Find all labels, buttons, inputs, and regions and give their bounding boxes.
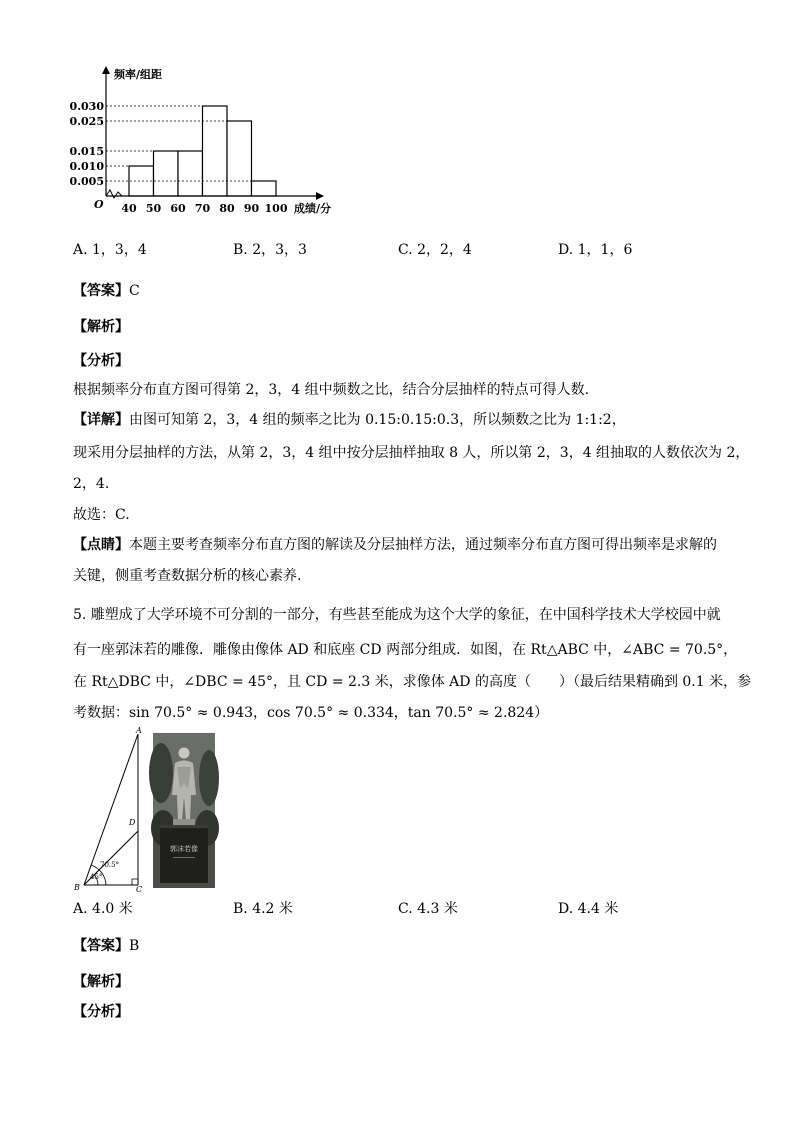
q5-fenxi-tag-text: 【分析】 [73, 1004, 129, 1020]
q4-fenxi-text: 根据频率分布直方图可得第 2，3，4 组中频数之比，结合分层抽样的特点可得人数. [73, 382, 590, 398]
plaque-text: 郭沫若像 [170, 845, 198, 853]
label-b: B [74, 883, 80, 892]
q5-answer-tag: 【答案】 [73, 938, 129, 954]
q4-fenxi-tag [73, 352, 129, 370]
q5-answer [73, 937, 139, 955]
q5-stem-4: 考数据：sin 70.5° ≈ 0.943，cos 70.5° ≈ 0.334，tan 70.5° ≈ 2.824） [73, 705, 549, 721]
q5-option-d: D. 4.4 米 [558, 901, 619, 917]
q4-option-d: D. 1，1，6 [558, 242, 633, 258]
answer-value: C [129, 283, 140, 299]
q4-xiangjie-2: 现采用分层抽样的方法，从第 2，3，4 组中按分层抽样抽取 8 人，所以第 2，3，4 组抽取的人数依次为 2， [73, 445, 750, 461]
triangle-figure [70, 724, 155, 894]
q5-stem-3: 在 Rt△DBC 中，∠DBC = 45°，且 CD = 2.3 米，求像体 AD 的高度（ ）（最后结果精确到 0.1 米，参 [73, 674, 752, 690]
x-tick-label: 100 [264, 202, 288, 215]
histogram-bar [203, 106, 228, 196]
q5-option-c: C. 4.3 米 [398, 901, 458, 917]
x-axis-arrow [316, 192, 324, 200]
histogram-bar [154, 151, 179, 196]
histogram-bar [252, 181, 277, 196]
q5-option-a: A. 4.0 米 [73, 901, 133, 917]
q5-fenxi-tag [73, 1003, 129, 1021]
y-tick-label: 0.010 [69, 160, 104, 173]
q5-answer-value: B [129, 938, 140, 954]
statue-photo [153, 733, 215, 888]
fenxi-tag: 【分析】 [73, 353, 129, 369]
q5-analysis-tag [73, 973, 129, 991]
histogram-bar [227, 121, 252, 196]
x-tick-label: 90 [243, 202, 260, 215]
angle-label-big: 70.5° [100, 861, 120, 869]
q4-option-c: C. 2，2，4 [398, 242, 472, 258]
y-tick-label: 0.025 [69, 115, 104, 128]
q4-option-b: B. 2，3，3 [233, 242, 307, 258]
answer-tag: 【答案】 [73, 283, 129, 299]
x-axis-title: 成绩/分 [294, 202, 332, 215]
origin-label: O [94, 198, 104, 211]
q4-option-a: A. 1，3，4 [73, 242, 147, 258]
q5-stem-2: 有一座郭沫若的雕像．雕像由像体 AD 和底座 CD 两部分组成．如图，在 Rt△ABC 中，∠ABC = 70.5°， [73, 642, 738, 658]
y-tick-label: 0.030 [69, 100, 104, 113]
x-tick-label: 80 [219, 202, 235, 215]
dianjing-text-1: 本题主要考查频率分布直方图的解读及分层抽样方法，通过频率分布直方图可得出频率是求解的 [129, 537, 717, 553]
label-d: D [129, 818, 136, 827]
angle-label-small: 45° [90, 873, 103, 881]
q4-xiangjie-3: 2，4. [73, 476, 110, 492]
xiangjie-text-1: 由图可知第 2，3，4 组的频率之比为 0.15:0.15:0.3，所以频数之比为 1:1:2， [129, 412, 626, 428]
y-axis-title: 频率/组距 [114, 68, 163, 81]
axis-break [106, 190, 122, 198]
y-tick-label: 0.005 [69, 175, 104, 188]
label-c: C [136, 885, 143, 894]
q4-dianjing-1 [73, 536, 717, 554]
q4-answer [73, 282, 140, 300]
histogram-bar [129, 166, 154, 196]
y-tick-label: 0.015 [69, 145, 104, 158]
q4-analysis-tag [73, 318, 129, 336]
q5-analysis-tag-text: 【解析】 [73, 974, 129, 990]
q4-dianjing-2: 关键，侧重考查数据分析的核心素养. [73, 568, 302, 584]
frequency-histogram [69, 62, 332, 222]
x-tick-label: 40 [121, 202, 137, 215]
q4-xiangjie-1 [73, 411, 626, 429]
x-tick-label: 70 [194, 202, 211, 215]
x-tick-label: 50 [145, 202, 162, 215]
xiangjie-tag: 【详解】 [73, 412, 129, 428]
q4-conclusion: 故选：C. [73, 507, 130, 523]
analysis-tag: 【解析】 [73, 319, 129, 335]
q5-option-b: B. 4.2 米 [233, 901, 293, 917]
q5-stem-1: 5. 雕塑成了大学环境不可分割的一部分，有些甚至能成为这个大学的象征，在中国科学技术大学校园中就 [73, 607, 721, 623]
dianjing-tag: 【点睛】 [73, 537, 129, 553]
x-tick-label: 60 [170, 202, 186, 215]
histogram-bar [178, 151, 203, 196]
y-axis-arrow [102, 66, 110, 74]
label-a: A [136, 726, 142, 735]
